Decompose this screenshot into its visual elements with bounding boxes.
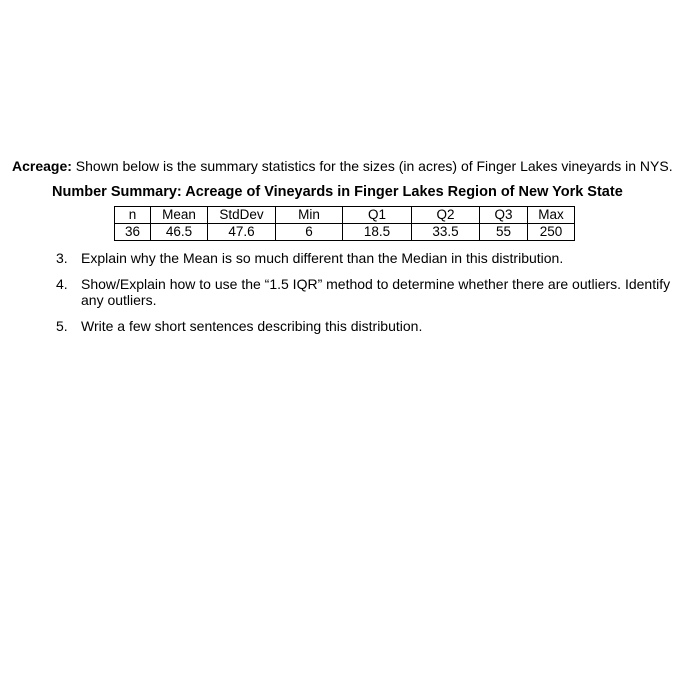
question-item: [56, 276, 696, 308]
value-cell-mean: 46.5: [151, 224, 208, 241]
intro-text: Shown below is the summary statistics for the sizes (in acres) of Finger Lakes vineyards in NYS.: [71, 158, 673, 174]
header-cell-max: Max: [528, 207, 575, 224]
summary-title: Number Summary: Acreage of Vineyards in Finger Lakes Region of New York State: [52, 184, 623, 200]
header-cell-stddev: StdDev: [208, 207, 276, 224]
summary-table: [114, 206, 575, 241]
header-cell-n: n: [115, 207, 151, 224]
question-text: Explain why the Mean is so much different than the Median in this distribution.: [81, 250, 564, 266]
question-item: [56, 250, 696, 266]
intro-label: Acreage:: [12, 158, 72, 174]
value-cell-q3: 55: [480, 224, 528, 241]
value-cell-max: 250: [528, 224, 575, 241]
question-text: Write a few short sentences describing this distribution.: [81, 318, 423, 334]
header-cell-mean: Mean: [151, 207, 208, 224]
question-list: [56, 250, 696, 344]
header-cell-q3: Q3: [480, 207, 528, 224]
question-item: [56, 318, 696, 334]
header-cell-min: Min: [276, 207, 343, 224]
header-cell-q1: Q1: [343, 207, 412, 224]
table-header-row: [115, 207, 575, 224]
value-cell-n: 36: [115, 224, 151, 241]
value-cell-min: 6: [276, 224, 343, 241]
value-cell-q2: 33.5: [412, 224, 480, 241]
table-value-row: [115, 224, 575, 241]
intro-paragraph: [12, 158, 673, 174]
question-text: Show/Explain how to use the “1.5 IQR” method to determine whether there are outliers. Identify any outliers.: [81, 276, 671, 308]
question-number: 5.: [56, 318, 68, 334]
value-cell-stddev: 47.6: [208, 224, 276, 241]
header-cell-q2: Q2: [412, 207, 480, 224]
question-number: 3.: [56, 250, 68, 266]
value-cell-q1: 18.5: [343, 224, 412, 241]
question-number: 4.: [56, 276, 68, 292]
